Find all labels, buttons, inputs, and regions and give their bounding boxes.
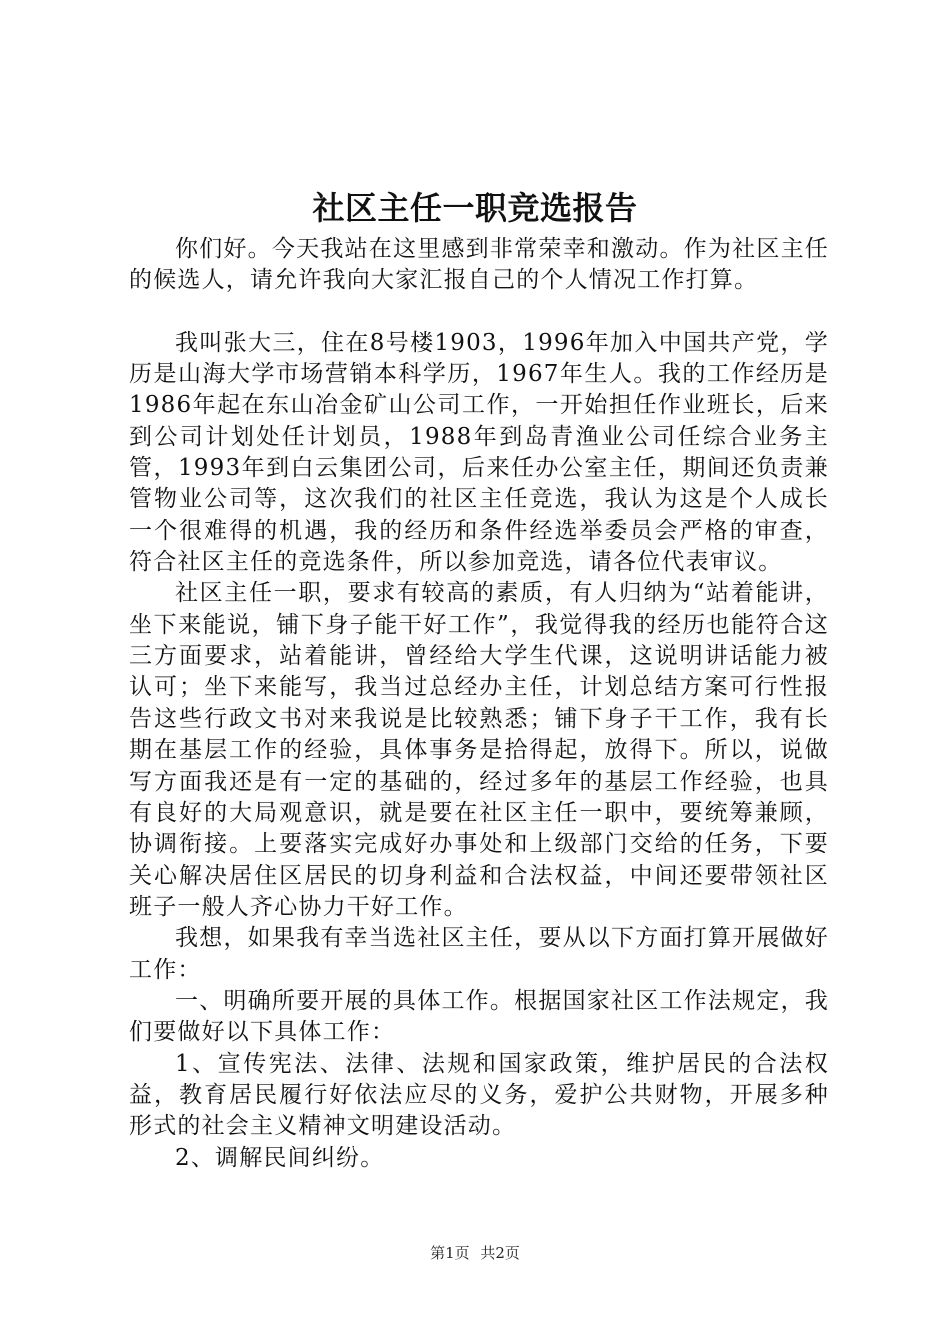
paragraph-background: 我叫张大三，住在8号楼1903，1996年加入中国共产党，学历是山海大学市场营销本科学历，1967年生人。我的工作经历是1986年起在东山冶金矿山公司工作，一开始担任作业班长，后来到公司计划处任计划员，1988年到岛青渔业公司任综合业务主管，1993年到白云集团公司，后来任办公室主任，期间还负责兼管物业公司等，这次我们的社区主任竞选，我认为这是个人成长一个很难得的机遇，我的经历和条件经选举委员会严格的审查，符合社区主任的竞选条件，所以参加竞选，请各位代表审议。 bbox=[129, 329, 829, 576]
document-title: 社区主任一职竞选报告 bbox=[312, 189, 638, 227]
paragraph-plan-intro: 我想，如果我有幸当选社区主任，要从以下方面打算开展做好工作： bbox=[129, 925, 829, 983]
page-footer bbox=[0, 1243, 950, 1263]
paragraph-section-one: 一、明确所要开展的具体工作。根据国家社区工作法规定，我们要做好以下具体工作： bbox=[129, 987, 829, 1046]
page-number: 第1页 bbox=[430, 1244, 470, 1262]
paragraph-greeting: 你们好。今天我站在这里感到非常荣幸和激动。作为社区主任的候选人，请允许我向大家汇报自己的个人情况工作打算。 bbox=[129, 236, 829, 294]
paragraph-item-two: 2、调解民间纠纷。 bbox=[175, 1144, 385, 1171]
paragraph-item-one: 1、宣传宪法、法律、法规和国家政策，维护居民的合法权益，教育居民履行好依法应尽的义务，爱护公共财物，开展多种形式的社会主义精神文明建设活动。 bbox=[129, 1050, 829, 1140]
page-total: 共2页 bbox=[480, 1244, 520, 1262]
paragraph-qualifications: 社区主任一职，要求有较高的素质，有人归纳为“站着能讲，坐下来能说，铺下身子能干好工作”，我觉得我的经历也能符合这三方面要求，站着能讲，曾经给大学生代课，这说明讲话能力被认可；坐下来能写，我当过总经办主任，计划总结方案可行性报告这些行政文书对来我说是比较熟悉；铺下身子干工作，我有长期在基层工作的经验，具体事务是拾得起，放得下。所以，说做写方面我还是有一定的基础的，经过多年的基层工作经验，也具有良好的大局观意识，就是要在社区主任一职中，要统筹兼顾，协调衔接。上要落实完成好办事处和上级部门交给的任务，下要关心解决居住区居民的切身利益和合法权益，中间还要带领社区班子一般人齐心协力干好工作。 bbox=[129, 580, 829, 920]
document-body bbox=[129, 234, 829, 1174]
